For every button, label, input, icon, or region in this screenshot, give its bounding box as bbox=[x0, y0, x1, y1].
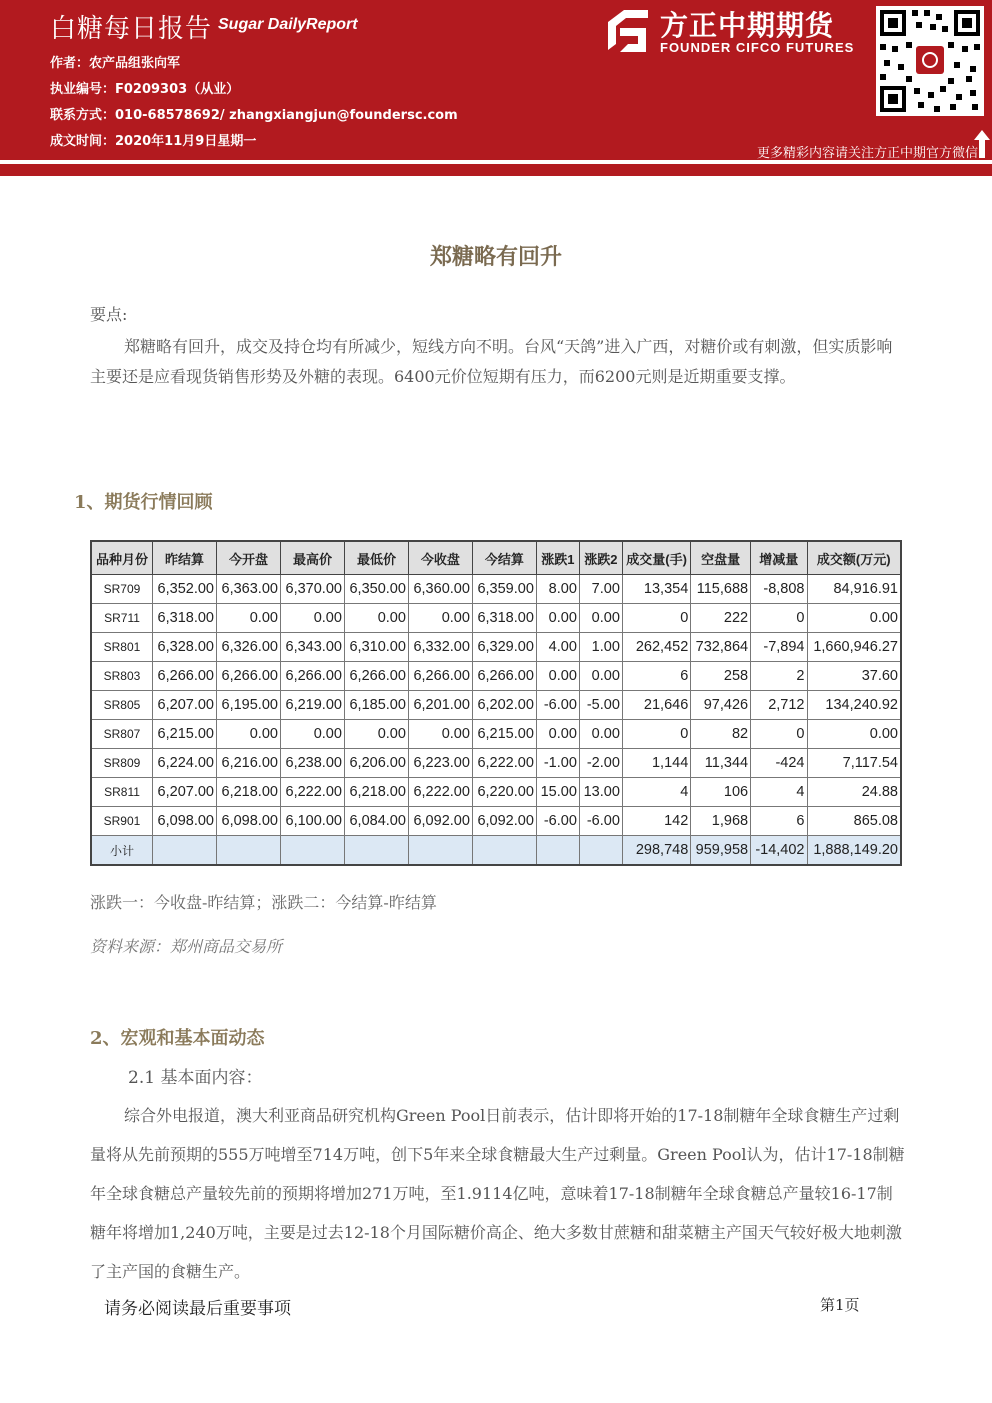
column-header: 昨结算 bbox=[153, 541, 217, 575]
table-cell: -1.00 bbox=[536, 749, 579, 778]
table-cell: 6,218.00 bbox=[216, 778, 280, 807]
table-cell: 13.00 bbox=[579, 778, 622, 807]
table-cell: 0 bbox=[751, 720, 807, 749]
table-cell: -7,894 bbox=[751, 633, 807, 662]
table-cell: 0.00 bbox=[216, 604, 280, 633]
column-header: 最高价 bbox=[280, 541, 344, 575]
table-cell: 6,352.00 bbox=[153, 575, 217, 604]
table-row bbox=[91, 749, 901, 778]
table-cell: 6,224.00 bbox=[153, 749, 217, 778]
table-cell: 6,207.00 bbox=[153, 691, 217, 720]
column-header: 空盘量 bbox=[691, 541, 751, 575]
table-cell: -2.00 bbox=[579, 749, 622, 778]
total-cell bbox=[344, 836, 408, 866]
contact-line: 联系方式：010-68578692/ zhangxiangjun@foundersc.com bbox=[50, 108, 458, 123]
table-cell: 0 bbox=[751, 604, 807, 633]
change-definition-note: 涨跌一：今收盘-昨结算；涨跌二：今结算-昨结算 bbox=[90, 893, 437, 912]
section-2-1-text: 综合外电报道，澳大利亚商品研究机构Green Pool日前表示，估计即将开始的17-18制糖年全球食糖生产过剩量将从先前预期的555万吨增至714万吨，创下5年来全球食糖最大生产过剩量。Green Pool认为，估计17-18制糖年全球食糖总产量较先前的预期将增加271万吨，至1.9114亿吨，意味着17-18制糖年全球食糖总产量较16-17制糖年将增加1,240万吨，主要是过去12-18个月国际糖价高企、绝大多数甘蔗糖和甜菜糖主产国天气较好极大地刺激了主产国的食糖生产。 bbox=[90, 1106, 905, 1281]
table-cell: 6,092.00 bbox=[472, 807, 536, 836]
total-cell bbox=[536, 836, 579, 866]
table-header-row bbox=[91, 541, 901, 575]
table-cell: -8,808 bbox=[751, 575, 807, 604]
company-logo-icon bbox=[604, 8, 650, 54]
table-cell: 0.00 bbox=[344, 720, 408, 749]
table-cell: 6,266.00 bbox=[472, 662, 536, 691]
table-cell: 6,222.00 bbox=[408, 778, 472, 807]
column-header: 成交量(手) bbox=[622, 541, 690, 575]
column-header: 涨跌1 bbox=[536, 541, 579, 575]
column-header: 今结算 bbox=[472, 541, 536, 575]
total-cell: 959,958 bbox=[691, 836, 751, 866]
table-cell: 6,084.00 bbox=[344, 807, 408, 836]
table-cell: 6,359.00 bbox=[472, 575, 536, 604]
table-row bbox=[91, 633, 901, 662]
table-cell: 6,266.00 bbox=[216, 662, 280, 691]
report-header bbox=[0, 0, 992, 160]
table-cell: 222 bbox=[691, 604, 751, 633]
table-cell: 6,310.00 bbox=[344, 633, 408, 662]
contract-code-cell: SR809 bbox=[91, 749, 153, 778]
total-cell bbox=[216, 836, 280, 866]
table-cell: 6,318.00 bbox=[153, 604, 217, 633]
page-number: 第1页 bbox=[820, 1296, 860, 1314]
table-cell: 11,344 bbox=[691, 749, 751, 778]
section-2-title: 2、宏观和基本面动态 bbox=[90, 1028, 265, 1049]
arrow-up-icon bbox=[974, 130, 990, 158]
table-cell: 13,354 bbox=[622, 575, 690, 604]
table-cell: 7.00 bbox=[579, 575, 622, 604]
table-row bbox=[91, 604, 901, 633]
table-cell: 6,206.00 bbox=[344, 749, 408, 778]
table-cell: 134,240.92 bbox=[807, 691, 901, 720]
table-cell: 6,238.00 bbox=[280, 749, 344, 778]
table-cell: 6,092.00 bbox=[408, 807, 472, 836]
table-cell: 106 bbox=[691, 778, 751, 807]
table-row bbox=[91, 575, 901, 604]
contract-code-cell: SR711 bbox=[91, 604, 153, 633]
table-cell: 262,452 bbox=[622, 633, 690, 662]
contract-code-cell: SR805 bbox=[91, 691, 153, 720]
total-cell bbox=[280, 836, 344, 866]
table-row bbox=[91, 662, 901, 691]
table-cell: 97,426 bbox=[691, 691, 751, 720]
table-cell: 0.00 bbox=[536, 604, 579, 633]
wechat-note: 更多精彩内容请关注方正中期官方微信 bbox=[756, 146, 978, 161]
table-cell: 0 bbox=[622, 604, 690, 633]
table-cell: 6,195.00 bbox=[216, 691, 280, 720]
table-cell: 6,326.00 bbox=[216, 633, 280, 662]
total-cell bbox=[408, 836, 472, 866]
section-2-1-title: 2.1 基本面内容： bbox=[128, 1068, 263, 1088]
table-cell: 6,215.00 bbox=[472, 720, 536, 749]
author-line: 作者：农产品组张向军 bbox=[50, 56, 181, 71]
contract-code-cell: SR709 bbox=[91, 575, 153, 604]
summary-label: 要点: bbox=[90, 305, 128, 324]
data-source-note: 资料来源：郑州商品交易所 bbox=[90, 937, 283, 956]
table-cell: 6,201.00 bbox=[408, 691, 472, 720]
date-line: 成文时间：2020年11月9日星期一 bbox=[50, 134, 257, 149]
table-cell: 6,098.00 bbox=[216, 807, 280, 836]
table-cell: 0.00 bbox=[216, 720, 280, 749]
table-cell: 6,202.00 bbox=[472, 691, 536, 720]
total-cell bbox=[153, 836, 217, 866]
column-header: 今开盘 bbox=[216, 541, 280, 575]
table-cell: 15.00 bbox=[536, 778, 579, 807]
table-cell: 0.00 bbox=[408, 604, 472, 633]
table-row bbox=[91, 720, 901, 749]
table-cell: 6,363.00 bbox=[216, 575, 280, 604]
table-cell: 1,144 bbox=[622, 749, 690, 778]
table-cell: 0.00 bbox=[280, 720, 344, 749]
table-cell: 6,332.00 bbox=[408, 633, 472, 662]
table-cell: 0.00 bbox=[579, 604, 622, 633]
total-label-cell: 小计 bbox=[91, 836, 153, 866]
table-cell: 82 bbox=[691, 720, 751, 749]
table-cell: 37.60 bbox=[807, 662, 901, 691]
table-cell: 6,185.00 bbox=[344, 691, 408, 720]
table-cell: 6,350.00 bbox=[344, 575, 408, 604]
table-cell: 7,117.54 bbox=[807, 749, 901, 778]
table-cell: 0.00 bbox=[536, 662, 579, 691]
table-row bbox=[91, 691, 901, 720]
table-cell: 0 bbox=[622, 720, 690, 749]
table-cell: 6,266.00 bbox=[280, 662, 344, 691]
table-cell: 1,968 bbox=[691, 807, 751, 836]
table-cell: 6,329.00 bbox=[472, 633, 536, 662]
table-cell: 0.00 bbox=[807, 720, 901, 749]
footer-notice: 请务必阅读最后重要事项 bbox=[104, 1299, 291, 1319]
table-cell: 865.08 bbox=[807, 807, 901, 836]
table-cell: 6,219.00 bbox=[280, 691, 344, 720]
table-cell: 115,688 bbox=[691, 575, 751, 604]
table-cell: 6,266.00 bbox=[153, 662, 217, 691]
table-cell: 6,222.00 bbox=[280, 778, 344, 807]
company-name-en: FOUNDER CIFCO FUTURES bbox=[660, 40, 855, 55]
column-header: 涨跌2 bbox=[579, 541, 622, 575]
table-cell: 0.00 bbox=[807, 604, 901, 633]
total-cell: 1,888,149.20 bbox=[807, 836, 901, 866]
table-cell: 24.88 bbox=[807, 778, 901, 807]
table-cell: 732,864 bbox=[691, 633, 751, 662]
column-header: 最低价 bbox=[344, 541, 408, 575]
company-name-cn: 方正中期期货 bbox=[660, 9, 835, 42]
table-cell: 21,646 bbox=[622, 691, 690, 720]
total-cell bbox=[472, 836, 536, 866]
contract-code-cell: SR807 bbox=[91, 720, 153, 749]
contract-code-cell: SR801 bbox=[91, 633, 153, 662]
table-cell: 6,343.00 bbox=[280, 633, 344, 662]
table-cell: 6,218.00 bbox=[344, 778, 408, 807]
header-divider bbox=[0, 164, 992, 176]
table-cell: 6,318.00 bbox=[472, 604, 536, 633]
table-cell: -5.00 bbox=[579, 691, 622, 720]
table-cell: 0.00 bbox=[408, 720, 472, 749]
column-header: 成交额(万元) bbox=[807, 541, 901, 575]
table-cell: 84,916.91 bbox=[807, 575, 901, 604]
table-cell: 4.00 bbox=[536, 633, 579, 662]
total-cell: -14,402 bbox=[751, 836, 807, 866]
column-header: 增减量 bbox=[751, 541, 807, 575]
table-body bbox=[91, 575, 901, 866]
table-cell: 1.00 bbox=[579, 633, 622, 662]
table-cell: 6,222.00 bbox=[472, 749, 536, 778]
table-cell: 6,328.00 bbox=[153, 633, 217, 662]
table-cell: 4 bbox=[622, 778, 690, 807]
table-cell: 0.00 bbox=[536, 720, 579, 749]
table-cell: 6,215.00 bbox=[153, 720, 217, 749]
table-row bbox=[91, 807, 901, 836]
table-cell: 6,216.00 bbox=[216, 749, 280, 778]
report-title-en: Sugar DailyReport bbox=[218, 16, 358, 33]
table-cell: 6,207.00 bbox=[153, 778, 217, 807]
table-cell: 0.00 bbox=[579, 662, 622, 691]
table-total-row bbox=[91, 836, 901, 866]
document-title: 郑糖略有回升 bbox=[429, 244, 562, 270]
column-header: 品种月份 bbox=[91, 541, 153, 575]
total-cell bbox=[579, 836, 622, 866]
wechat-qr-code-icon[interactable] bbox=[876, 6, 984, 116]
table-cell: 0.00 bbox=[280, 604, 344, 633]
contract-code-cell: SR803 bbox=[91, 662, 153, 691]
table-cell: 2,712 bbox=[751, 691, 807, 720]
table-cell: 6,266.00 bbox=[344, 662, 408, 691]
table-cell: 6,266.00 bbox=[408, 662, 472, 691]
column-header: 今收盘 bbox=[408, 541, 472, 575]
license-line: 执业编号：F0209303（从业） bbox=[50, 82, 240, 97]
table-cell: 1,660,946.27 bbox=[807, 633, 901, 662]
table-cell: 142 bbox=[622, 807, 690, 836]
table-cell: 6,223.00 bbox=[408, 749, 472, 778]
summary-text: 郑糖略有回升，成交及持仓均有所减少，短线方向不明。台风“天鸽”进入广西，对糖价或有刺激，但实质影响主要还是应看现货销售形势及外糖的表现。6400元价位短期有压力，而6200元则是近期重要支撑。 bbox=[90, 337, 893, 386]
table-cell: 4 bbox=[751, 778, 807, 807]
contract-code-cell: SR901 bbox=[91, 807, 153, 836]
table-cell: 0.00 bbox=[344, 604, 408, 633]
table-cell: 6,100.00 bbox=[280, 807, 344, 836]
table-cell: 6,098.00 bbox=[153, 807, 217, 836]
table-cell: -6.00 bbox=[536, 807, 579, 836]
report-title-cn: 白糖每日报告 bbox=[50, 14, 213, 44]
table-cell: 6,370.00 bbox=[280, 575, 344, 604]
table-cell: -6.00 bbox=[579, 807, 622, 836]
table-cell: 6,360.00 bbox=[408, 575, 472, 604]
futures-quote-table bbox=[90, 540, 902, 866]
table-cell: 6 bbox=[751, 807, 807, 836]
section-1-title: 1、期货行情回顾 bbox=[74, 492, 213, 513]
table-cell: 2 bbox=[751, 662, 807, 691]
table-cell: 6,220.00 bbox=[472, 778, 536, 807]
table-row bbox=[91, 778, 901, 807]
contract-code-cell: SR811 bbox=[91, 778, 153, 807]
table-cell: 258 bbox=[691, 662, 751, 691]
table-cell: -6.00 bbox=[536, 691, 579, 720]
table-cell: 6 bbox=[622, 662, 690, 691]
table-cell: 8.00 bbox=[536, 575, 579, 604]
table-cell: 0.00 bbox=[579, 720, 622, 749]
table-cell: -424 bbox=[751, 749, 807, 778]
total-cell: 298,748 bbox=[622, 836, 690, 866]
